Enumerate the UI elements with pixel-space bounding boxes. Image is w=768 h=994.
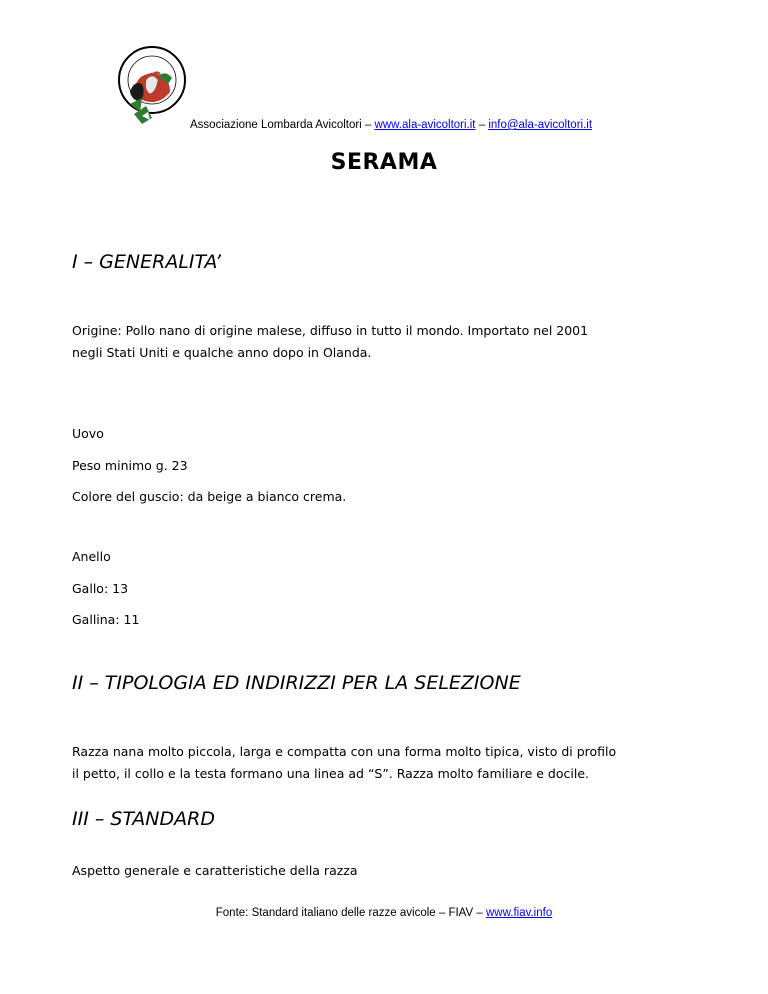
- header-org-name: Associazione Lombarda Avicoltori –: [190, 119, 375, 131]
- label-uovo: Uovo: [72, 426, 104, 441]
- header-separator: –: [475, 119, 489, 131]
- website-link[interactable]: www.ala-avicoltori.it: [374, 119, 476, 131]
- text-gallo: Gallo: 13: [72, 581, 129, 596]
- paragraph-tipologia-line1: Razza nana molto piccola, larga e compatta con una forma molto tipica, visto di profilo: [72, 744, 617, 759]
- text-gallina: Gallina: 11: [72, 612, 140, 627]
- text-peso-minimo: Peso minimo g. 23: [72, 458, 188, 473]
- text-colore-guscio: Colore del guscio: da beige a bianco crema.: [72, 489, 347, 504]
- fiav-link[interactable]: www.fiav.info: [485, 907, 553, 919]
- paragraph-tipologia-line2: il petto, il collo e la testa formano una linea ad “S”. Razza molto familiare e docile.: [72, 766, 589, 781]
- header-association-line: [190, 119, 670, 131]
- label-anello: Anello: [72, 549, 111, 564]
- email-link[interactable]: info@ala-avicoltori.it: [488, 119, 593, 131]
- section-heading-standard: III – STANDARD: [72, 808, 215, 830]
- footer-source: [0, 907, 768, 919]
- section-heading-tipologia: II – TIPOLOGIA ED INDIRIZZI PER LA SELEZIONE: [72, 672, 521, 694]
- footer-text: Fonte: Standard italiano delle razze avicole – FIAV –: [215, 907, 486, 919]
- paragraph-aspetto-generale: Aspetto generale e caratteristiche della razza: [72, 863, 358, 878]
- page-title: SERAMA: [330, 150, 438, 175]
- paragraph-origine-line2: negli Stati Uniti e qualche anno dopo in Olanda.: [72, 345, 372, 360]
- paragraph-origine-line1: Origine: Pollo nano di origine malese, diffuso in tutto il mondo. Importato nel 2001: [72, 323, 589, 338]
- section-heading-generalita: I – GENERALITA’: [72, 251, 221, 273]
- association-logo-icon: [112, 40, 192, 132]
